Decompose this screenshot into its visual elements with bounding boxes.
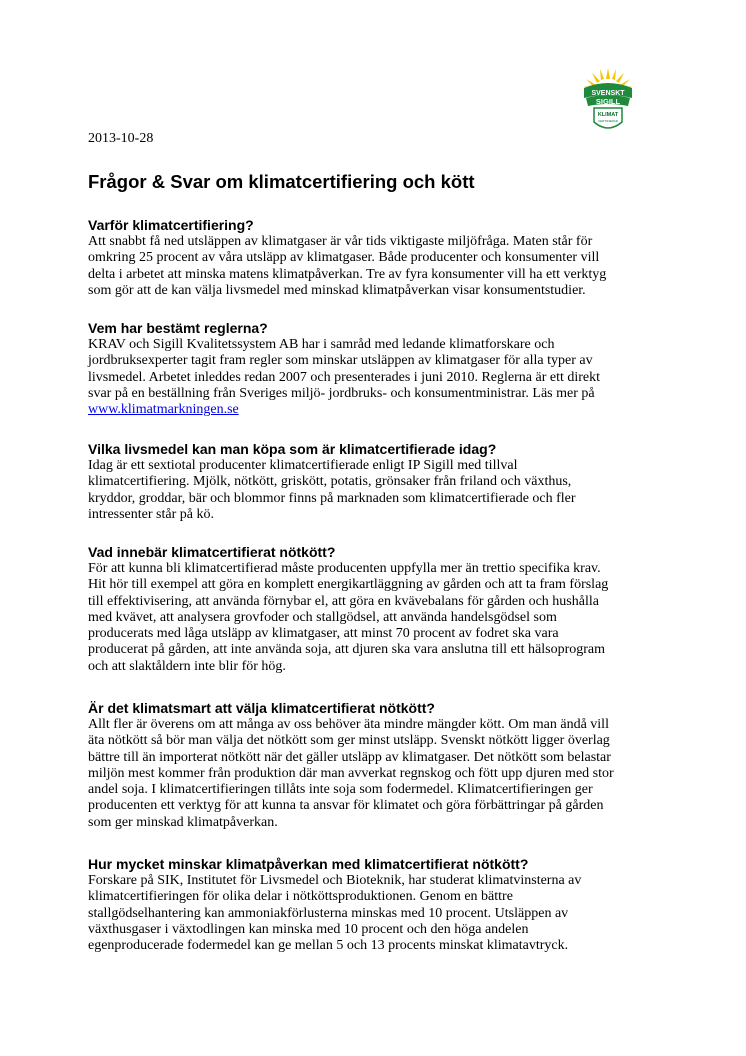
logo-text-svenskt: SVENSKT <box>591 90 625 97</box>
paragraph-line: bättre till än importerat nötkött när det gäller utsläpp av klimatgaser. Det nötkött som belastar <box>88 749 611 765</box>
paragraph-line: delta i arbetet att minska matens klimatpåverkan. Tre av fyra konsumenter vill ha ett verktyg <box>88 266 607 282</box>
logo-text-certifierad: CERTIFIERAD <box>598 119 618 123</box>
paragraph-line: andel soja. I klimatcertifieringen tillåts inte soja som fodermedel. Klimatcertifieringen ger <box>88 782 593 798</box>
paragraph-line: miljön mest kommer från produktion där man avverkat regnskog och fött upp djuren med stor <box>88 765 614 781</box>
paragraph-line: klimatcertifiering. Mjölk, nötkött, griskött, potatis, grönsaker från friland och växthus, <box>88 474 572 490</box>
paragraph-line: Allt fler är överens om att många av oss behöver äta mindre mängder kött. Om man ändå vill <box>88 717 609 732</box>
paragraph-line: Idag är ett sextiotal producenter klimatcertifierade enligt IP Sigill med tillval <box>88 458 518 473</box>
paragraph-line: producerats med låga utsläpp av klimatgaser, att minst 70 procent av fodret ska vara <box>88 626 559 642</box>
svenskt-sigill-klimat-logo <box>580 64 636 136</box>
section-heading: Är det klimatsmart att välja klimatcertifierat nötkött? <box>88 700 435 716</box>
section-heading: Vem har bestämt reglerna? <box>88 320 268 336</box>
paragraph-line: producerat på gården, att inte använda soja, att djuren ska vara anslutna till ett hälsoprogram <box>88 642 606 658</box>
faq-section-impact-reduction <box>88 856 668 954</box>
logo-text-klimat: KLIMAT <box>597 112 619 118</box>
section-heading: Hur mycket minskar klimatpåverkan med klimatcertifierat nötkött? <box>88 856 529 872</box>
paragraph-line: egenproducerade fodermedel kan ge mellan 5 och 13 procents minskat klimatavtryck. <box>88 938 569 954</box>
paragraph-line: Forskare på SIK, Institutet för Livsmedel och Bioteknik, har studerat klimatvinsterna av <box>88 873 582 888</box>
paragraph-line: äta nötkött så bör man välja det nötkött som ger minst utsläpp. Svenskt nötkött ligger överlag <box>88 733 610 749</box>
section-heading: Vilka livsmedel kan man köpa som är klimatcertifierade idag? <box>88 441 497 457</box>
faq-section-certified-beef-meaning <box>88 544 668 675</box>
logo-graphic <box>580 64 636 136</box>
paragraph-line: som gör att de kan välja livsmedel med minskad klimatpåverkan visar konsumentstudier. <box>88 282 586 298</box>
paragraph-line: För att kunna bli klimatcertifierad måste producenten uppfylla mer än trettio specifika krav. <box>88 561 601 576</box>
paragraph-line: till effektivisering, att använda förnybar el, att göra en kvävebalans för gården och hushålla <box>88 593 599 609</box>
paragraph-line: stallgödselhantering kan ammoniakförlusterna minskas med 10 procent. Utsläppen av <box>88 905 569 921</box>
paragraph-line: intressenter står på kö. <box>88 506 214 522</box>
paragraph-line: Att snabbt få ned utsläppen av klimatgaser är vår tids viktigaste miljöfråga. Maten står för <box>88 234 593 249</box>
paragraph-line: kryddor, groddar, bär och blommor finns på marknaden som klimatcertifierade och fler <box>88 490 576 506</box>
logo-text-sigill: SIGILL <box>595 97 621 106</box>
paragraph-line: jordbruksexperter tagit fram regler som minskar utsläppen av klimatgaser för alla typer av <box>88 353 593 369</box>
page-title: Frågor & Svar om klimatcertifiering och kött <box>88 171 475 192</box>
paragraph-line: med kvävet, att analysera grovfoder och stallgödsel, att använda handelsgödsel som <box>88 609 557 625</box>
document-date: 2013-10-28 <box>88 131 154 146</box>
paragraph-line: KRAV och Sigill Kvalitetssystem AB har i samråd med ledande klimatforskare och <box>88 337 555 352</box>
section-heading: Vad innebär klimatcertifierat nötkött? <box>88 544 336 560</box>
faq-section-which-foods <box>88 441 668 523</box>
paragraph-line: och att slaktåldern inte blir för hög. <box>88 658 286 674</box>
shield-icon <box>594 108 622 128</box>
paragraph-line: Hit hör till exempel att göra en komplett energikartläggning av gården och att ta fram förslag <box>88 577 609 593</box>
klimatmarkningen-link[interactable]: www.klimatmarkningen.se <box>88 402 239 418</box>
paragraph-line <box>88 402 668 418</box>
paragraph-line: livsmedel. Arbetet inleddes redan 2007 och presenterades i juni 2010. Reglerna är ett direkt <box>88 369 601 385</box>
paragraph-line: omkring 25 procent av våra utsläpp av klimatgaser. Både producenter och konsumenter vill <box>88 250 600 266</box>
paragraph-line: växthusgaser i växtodlingen kan minska med 10 procent och den höga andelen <box>88 921 529 937</box>
faq-section-who-decided-rules <box>88 320 668 418</box>
paragraph-line: som ger minskad klimatpåverkan. <box>88 814 278 830</box>
paragraph-line: svar på en beställning från Sveriges miljö- jordbruks- och konsumentministrar. Läs mer på <box>88 385 595 401</box>
section-heading: Varför klimatcertifiering? <box>88 217 254 233</box>
faq-section-climate-smart <box>88 700 668 831</box>
paragraph-line: klimatcertifieringen för olika delar i nötköttsproduktionen. Genom en bättre <box>88 889 513 905</box>
faq-section-why-certification <box>88 217 668 299</box>
paragraph-line: producenten ett verktyg för att kunna ta ansvar för klimatet och göra förbättringar på gården <box>88 798 604 814</box>
